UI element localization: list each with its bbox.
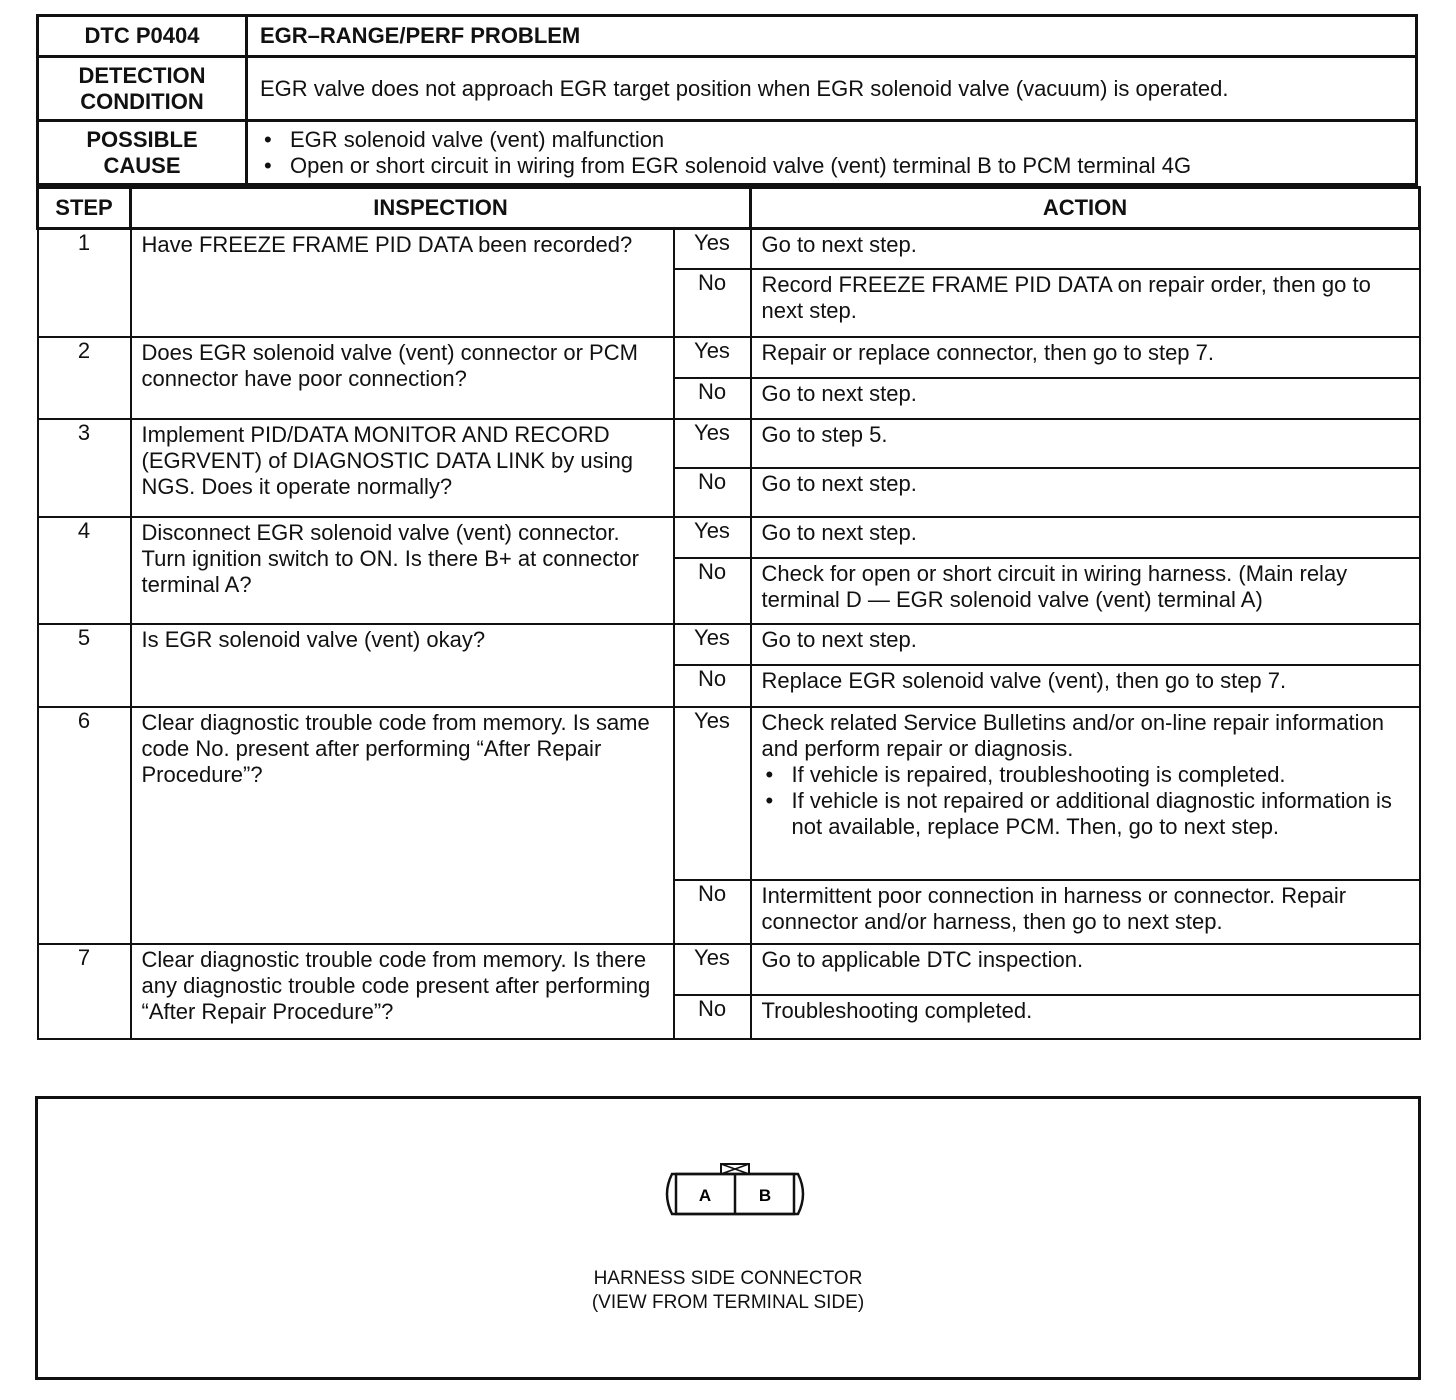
no-action: Check for open or short circuit in wiring harness. (Main relay terminal D — EGR solenoid valve (vent) terminal A)	[751, 558, 1420, 624]
terminal-a-label: A	[698, 1186, 712, 1205]
step-number: 1	[38, 229, 131, 337]
no-label: No	[674, 665, 751, 707]
no-label: No	[674, 269, 751, 337]
possible-cause-label	[38, 121, 247, 185]
table-row	[38, 419, 1420, 468]
connector-caption-line2: (VIEW FROM TERMINAL SIDE)	[591, 1292, 865, 1313]
detection-label-line2: CONDITION	[80, 88, 204, 114]
possible-cause-label-line1: POSSIBLE	[86, 126, 198, 152]
no-action: Go to next step.	[751, 378, 1420, 419]
no-action: Go to next step.	[751, 468, 1420, 517]
step-number: 2	[38, 337, 131, 419]
yes-label: Yes	[674, 337, 751, 378]
table-row	[38, 944, 1420, 995]
yes-label: Yes	[674, 419, 751, 468]
yes-action: Go to step 5.	[751, 419, 1420, 468]
dtc-header-table	[36, 14, 1418, 186]
connector-caption-line1: HARNESS SIDE CONNECTOR	[593, 1268, 863, 1289]
no-label: No	[674, 880, 751, 944]
cause-item: • EGR solenoid valve (vent) malfunction	[260, 127, 1415, 153]
inspection-text: Does EGR solenoid valve (vent) connector or PCM connector have poor connection?	[131, 337, 674, 419]
action-bullet: • If vehicle is not repaired or additional diagnostic information is not available, replace PCM. Then, go to next step.	[762, 788, 1409, 840]
step-number: 4	[38, 517, 131, 624]
cause-item: • Open or short circuit in wiring from EGR solenoid valve (vent) terminal B to PCM terminal 4G	[260, 153, 1415, 179]
yes-action: Go to applicable DTC inspection.	[751, 944, 1420, 995]
no-action: Replace EGR solenoid valve (vent), then go to step 7.	[751, 665, 1420, 707]
yes-label: Yes	[674, 707, 751, 880]
no-label: No	[674, 558, 751, 624]
yes-action	[751, 707, 1420, 880]
connector-diagram-panel	[35, 1096, 1421, 1380]
step-number: 5	[38, 624, 131, 707]
yes-action: Go to next step.	[751, 517, 1420, 558]
action-bullet: • If vehicle is repaired, troubleshooting is completed.	[762, 762, 1409, 788]
table-row	[38, 229, 1420, 269]
inspection-text: Clear diagnostic trouble code from memory. Is there any diagnostic trouble code present after performing “After Repair Procedure”?	[131, 944, 674, 1039]
dtc-title: EGR–RANGE/PERF PROBLEM	[247, 16, 1417, 57]
table-row	[38, 707, 1420, 880]
step-number: 7	[38, 944, 131, 1039]
yes-label: Yes	[674, 229, 751, 269]
table-row	[38, 337, 1420, 378]
inspection-text: Have FREEZE FRAME PID DATA been recorded?	[131, 229, 674, 337]
no-label: No	[674, 378, 751, 419]
yes-action-text: Check related Service Bulletins and/or on-line repair information and perform repair or diagnosis.	[761, 709, 1384, 761]
table-row	[38, 624, 1420, 665]
table-row	[38, 517, 1420, 558]
step-number: 3	[38, 419, 131, 517]
possible-cause-label-line2: CAUSE	[103, 152, 181, 178]
action-column-header: ACTION	[751, 188, 1420, 229]
column-header-row	[38, 188, 1420, 229]
no-action: Troubleshooting completed.	[751, 995, 1420, 1039]
yes-action: Go to next step.	[751, 229, 1420, 269]
yes-action: Repair or replace connector, then go to step 7.	[751, 337, 1420, 378]
terminal-b-label: B	[758, 1186, 772, 1205]
detection-condition: EGR valve does not approach EGR target position when EGR solenoid valve (vacuum) is operated.	[247, 57, 1417, 121]
step-number: 6	[38, 707, 131, 944]
yes-label: Yes	[674, 624, 751, 665]
inspection-table	[36, 186, 1421, 1040]
inspection-text: Implement PID/DATA MONITOR AND RECORD (EGRVENT) of DIAGNOSTIC DATA LINK by using NGS. Does it operate normally?	[131, 419, 674, 517]
inspection-column-header: INSPECTION	[131, 188, 751, 229]
no-action: Record FREEZE FRAME PID DATA on repair order, then go to next step.	[751, 269, 1420, 337]
inspection-text: Disconnect EGR solenoid valve (vent) connector. Turn ignition switch to ON. Is there B+ at connector terminal A?	[131, 517, 674, 624]
yes-action: Go to next step.	[751, 624, 1420, 665]
harness-connector-diagram	[658, 1159, 858, 1229]
no-label: No	[674, 468, 751, 517]
dtc-code: DTC P0404	[38, 16, 247, 57]
inspection-text: Is EGR solenoid valve (vent) okay?	[131, 624, 674, 707]
yes-label: Yes	[674, 517, 751, 558]
possible-causes	[247, 121, 1417, 185]
detection-label	[38, 57, 247, 121]
yes-label: Yes	[674, 944, 751, 995]
inspection-text: Clear diagnostic trouble code from memory. Is same code No. present after performing “After Repair Procedure”?	[131, 707, 674, 944]
detection-label-line1: DETECTION	[78, 62, 206, 88]
step-column-header: STEP	[38, 188, 131, 229]
no-label: No	[674, 995, 751, 1039]
no-action: Intermittent poor connection in harness or connector. Repair connector and/or harness, then go to next step.	[751, 880, 1420, 944]
